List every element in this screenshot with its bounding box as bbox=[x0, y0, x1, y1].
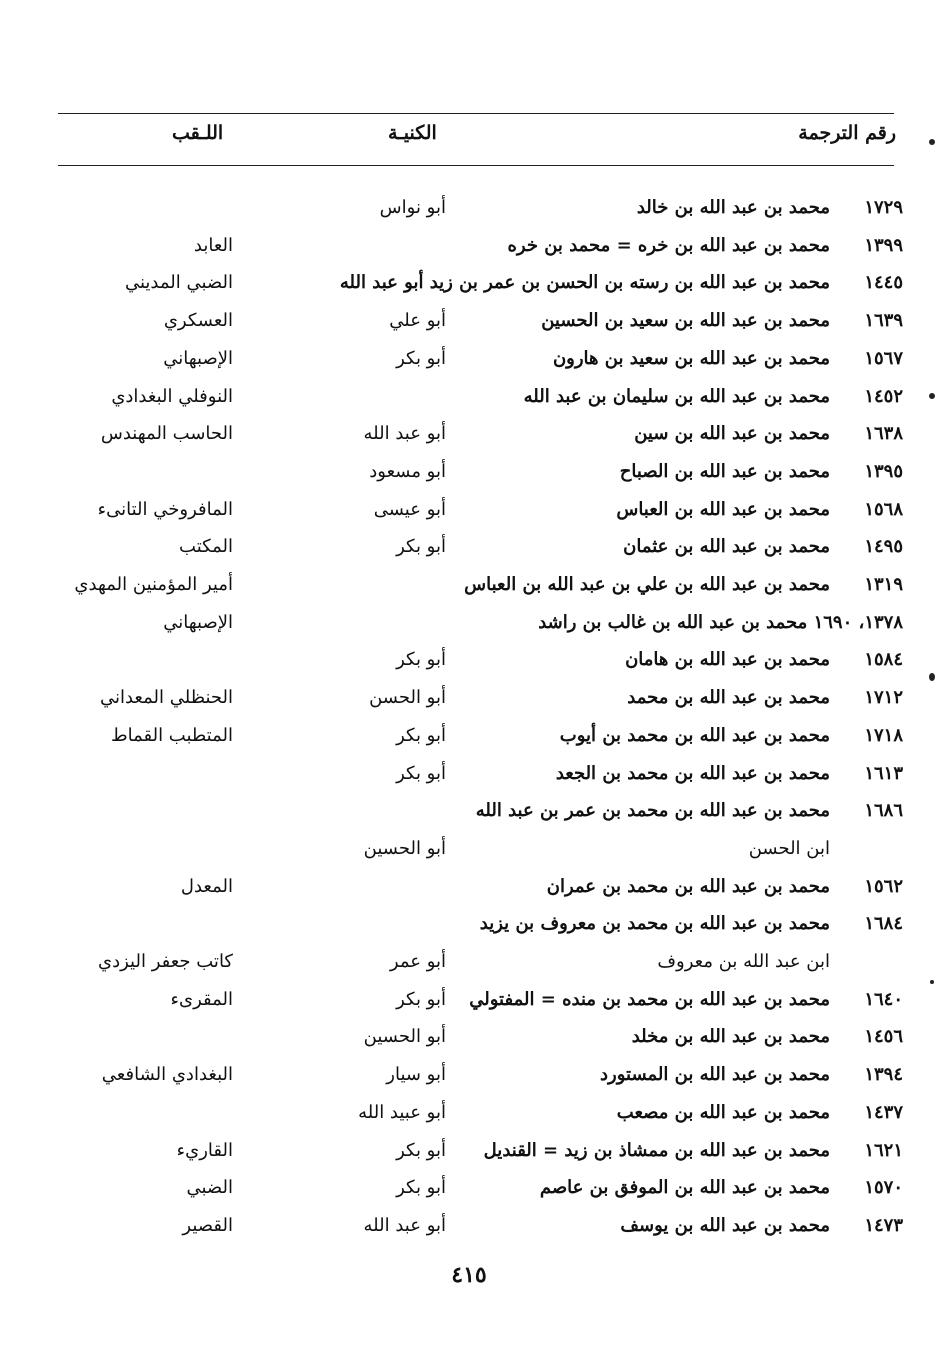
entry-laqab: العسكري bbox=[163, 310, 233, 332]
entry-number: ١٤٥٦ bbox=[864, 1026, 903, 1048]
table-row bbox=[0, 573, 938, 611]
entry-kunya: أبو بكر bbox=[396, 762, 446, 784]
table-row bbox=[0, 1101, 938, 1139]
entry-laqab: كاتب جعفر اليزدي bbox=[98, 951, 233, 972]
table-row bbox=[0, 875, 938, 913]
entry-name: محمد بن عبد الله بن هامان bbox=[625, 649, 830, 671]
entry-name: محمد بن عبد الله بن خالد bbox=[636, 197, 830, 218]
entry-kunya: أبو علي bbox=[389, 310, 446, 332]
table-row bbox=[0, 799, 938, 837]
margin-speck bbox=[929, 673, 935, 681]
table-row bbox=[0, 498, 938, 536]
entry-laqab: المافروخي التانىء bbox=[97, 498, 233, 520]
entry-name-continuation: ابن عبد الله بن معروف bbox=[657, 951, 830, 972]
entry-name: محمد بن عبد الله بن محمد بن الجعد bbox=[555, 762, 830, 784]
table-row bbox=[0, 1139, 938, 1177]
entry-number: ١٦٨٤ bbox=[864, 913, 903, 935]
entry-number: ١٦٣٨ bbox=[864, 423, 903, 445]
entry-kunya: أبو عمر bbox=[389, 951, 446, 972]
entry-kunya: أبو الحسن bbox=[369, 687, 446, 709]
margin-speck bbox=[929, 393, 935, 399]
entry-name: محمد بن عبد الله بن محمد bbox=[627, 687, 830, 709]
entry-number: ١٤٤٥ bbox=[864, 272, 903, 294]
entry-laqab: الإصبهاني bbox=[163, 611, 233, 633]
entry-number: ١٤٩٥ bbox=[864, 536, 903, 558]
entry-name: محمد بن عبد الله بن محمد بن معروف بن يزيد bbox=[479, 913, 830, 935]
margin-speck bbox=[930, 980, 934, 984]
entry-kunya: أبو بكر bbox=[396, 536, 446, 558]
entry-number: ١٧١٨ bbox=[864, 724, 903, 746]
entry-laqab: الحاسب المهندس bbox=[100, 423, 233, 445]
entry-laqab: الضبي bbox=[186, 1177, 233, 1199]
entry-name: محمد بن عبد الله بن خره = محمد بن خره bbox=[507, 234, 830, 256]
entry-laqab: المقرىء bbox=[170, 988, 233, 1010]
entry-kunya: أبو مسعود bbox=[369, 460, 446, 482]
entry-name: محمد بن عبد الله بن المستورد bbox=[600, 1064, 830, 1086]
table-row bbox=[0, 950, 938, 988]
entry-number: ١٤٥٢ bbox=[864, 385, 903, 407]
entry-laqab: الإصبهاني bbox=[163, 347, 233, 369]
entry-name: محمد بن عبد الله بن محمد بن منده = المفتولي bbox=[469, 988, 830, 1010]
entry-laqab: النوفلي البغدادي bbox=[111, 385, 233, 407]
entry-kunya: أبو الحسين bbox=[363, 837, 446, 859]
entry-laqab: البغدادي الشافعي bbox=[101, 1064, 233, 1086]
entry-number: ١٥٧٠ bbox=[864, 1177, 903, 1199]
entry-name: محمد بن عبد الله بن مصعب bbox=[616, 1101, 830, 1123]
entry-number: ١٧٢٩ bbox=[864, 197, 903, 218]
entry-name: محمد بن عبد الله بن سعيد بن هارون bbox=[552, 347, 830, 369]
header-bottom-rule bbox=[58, 165, 894, 166]
entry-name: محمد بن عبد الله بن الموفق بن عاصم bbox=[539, 1177, 830, 1199]
entry-number: ١٦٢١ bbox=[864, 1139, 903, 1161]
page-number: ٤١٥ bbox=[451, 1262, 487, 1288]
entry-name: محمد بن عبد الله بن رسته بن الحسن بن عمر بن زيد أبو عبد الله bbox=[339, 272, 830, 294]
header-kunya-title: الكنيـة bbox=[388, 122, 437, 144]
table-row bbox=[0, 347, 938, 385]
entry-kunya: أبو بكر bbox=[396, 649, 446, 671]
table-row bbox=[0, 724, 938, 762]
entry-name: ١٣٧٨، ١٦٩٠ محمد بن عبد الله بن غالب بن راشد bbox=[538, 611, 903, 633]
entry-number: ١٣٩٤ bbox=[864, 1064, 903, 1086]
table-row bbox=[0, 837, 938, 875]
table-row bbox=[0, 762, 938, 800]
entry-name: محمد بن عبد الله بن محمد بن عمر بن عبد الله bbox=[475, 800, 830, 822]
entry-name: محمد بن عبد الله بن الصباح bbox=[619, 460, 830, 482]
entry-laqab: القاريء bbox=[176, 1139, 233, 1161]
table-row bbox=[0, 686, 938, 724]
entry-name-continuation: ابن الحسن bbox=[748, 837, 830, 859]
entry-number: ١٤٧٣ bbox=[864, 1214, 903, 1236]
entry-kunya: أبو بكر bbox=[396, 347, 446, 369]
entry-number: ١٥٦٧ bbox=[864, 347, 903, 369]
header-laqab-title: اللـقب bbox=[172, 122, 224, 144]
entry-kunya: أبو عبيد الله bbox=[358, 1101, 446, 1123]
entry-laqab: أمير المؤمنين المهدي bbox=[74, 574, 233, 595]
table-row bbox=[0, 1063, 938, 1101]
table-row bbox=[0, 912, 938, 950]
table-row bbox=[0, 611, 938, 649]
table-row bbox=[0, 309, 938, 347]
entry-laqab: المتطبب القماط bbox=[110, 724, 233, 746]
entry-laqab: العابد bbox=[193, 234, 233, 256]
entry-number: ١٧١٢ bbox=[864, 687, 903, 709]
table-row bbox=[0, 422, 938, 460]
entry-kunya: أبو عبد الله bbox=[363, 1214, 446, 1236]
entry-name: محمد بن عبد الله بن علي بن عبد الله بن العباس bbox=[464, 574, 830, 595]
entry-laqab: الضبي المديني bbox=[124, 272, 233, 294]
entry-kunya: أبو نواس bbox=[379, 197, 446, 218]
table-row bbox=[0, 1176, 938, 1214]
entry-number: ١٦٤٠ bbox=[864, 988, 903, 1010]
entry-kunya: أبو سيار bbox=[386, 1064, 446, 1086]
margin-speck bbox=[929, 139, 935, 145]
entry-name: محمد بن عبد الله بن العباس bbox=[616, 498, 830, 520]
entry-number: ١٦١٣ bbox=[864, 762, 903, 784]
entry-name: محمد بن عبد الله بن مخلد bbox=[631, 1026, 830, 1048]
entry-kunya: أبو بكر bbox=[396, 1177, 446, 1199]
entry-laqab: المعدل bbox=[180, 875, 233, 897]
entry-kunya: أبو بكر bbox=[396, 724, 446, 746]
entry-name: محمد بن عبد الله بن سليمان بن عبد الله bbox=[523, 385, 830, 407]
entry-number: ١٥٨٤ bbox=[864, 649, 903, 671]
entry-kunya: أبو بكر bbox=[396, 988, 446, 1010]
entry-number: ١٦٣٩ bbox=[864, 310, 903, 332]
entry-number: ١٣٩٩ bbox=[864, 234, 903, 256]
entry-kunya: أبو بكر bbox=[396, 1139, 446, 1161]
entry-number: ١٥٦٨ bbox=[864, 498, 903, 520]
entry-name: محمد بن عبد الله بن عثمان bbox=[623, 536, 830, 558]
entry-name: محمد بن عبد الله بن ممشاذ بن زيد = القنديل bbox=[483, 1139, 830, 1161]
table-row bbox=[0, 234, 938, 272]
entry-kunya: أبو عبد الله bbox=[363, 423, 446, 445]
table-row bbox=[0, 535, 938, 573]
entry-name: محمد بن عبد الله بن سين bbox=[634, 423, 830, 445]
entry-laqab: الحنظلي المعداني bbox=[99, 687, 233, 709]
table-row bbox=[0, 1025, 938, 1063]
entry-number: ١٣١٩ bbox=[864, 574, 903, 595]
entry-number: ١٦٨٦ bbox=[864, 800, 903, 822]
entry-number: ١٣٩٥ bbox=[864, 460, 903, 482]
table-row bbox=[0, 988, 938, 1026]
entry-number: ١٤٣٧ bbox=[864, 1101, 903, 1123]
entry-kunya: أبو عيسى bbox=[373, 498, 446, 520]
entry-laqab: المكتب bbox=[179, 536, 233, 558]
table-row bbox=[0, 385, 938, 423]
entry-name: محمد بن عبد الله بن محمد بن أيوب bbox=[559, 724, 830, 746]
entry-name: محمد بن عبد الله بن يوسف bbox=[620, 1214, 830, 1236]
table-row bbox=[0, 1214, 938, 1252]
table-row bbox=[0, 648, 938, 686]
entry-name: محمد بن عبد الله بن سعيد بن الحسين bbox=[541, 310, 830, 332]
top-rule bbox=[58, 113, 894, 114]
table-row bbox=[0, 196, 938, 234]
table-row bbox=[0, 460, 938, 498]
entry-name: محمد بن عبد الله بن محمد بن عمران bbox=[546, 875, 830, 897]
header-number-title: رقم الترجمة bbox=[798, 122, 896, 144]
table-row bbox=[0, 271, 938, 309]
entry-kunya: أبو الحسين bbox=[363, 1026, 446, 1048]
entry-number: ١٥٦٢ bbox=[864, 875, 903, 897]
entry-laqab: القصير bbox=[182, 1214, 233, 1236]
